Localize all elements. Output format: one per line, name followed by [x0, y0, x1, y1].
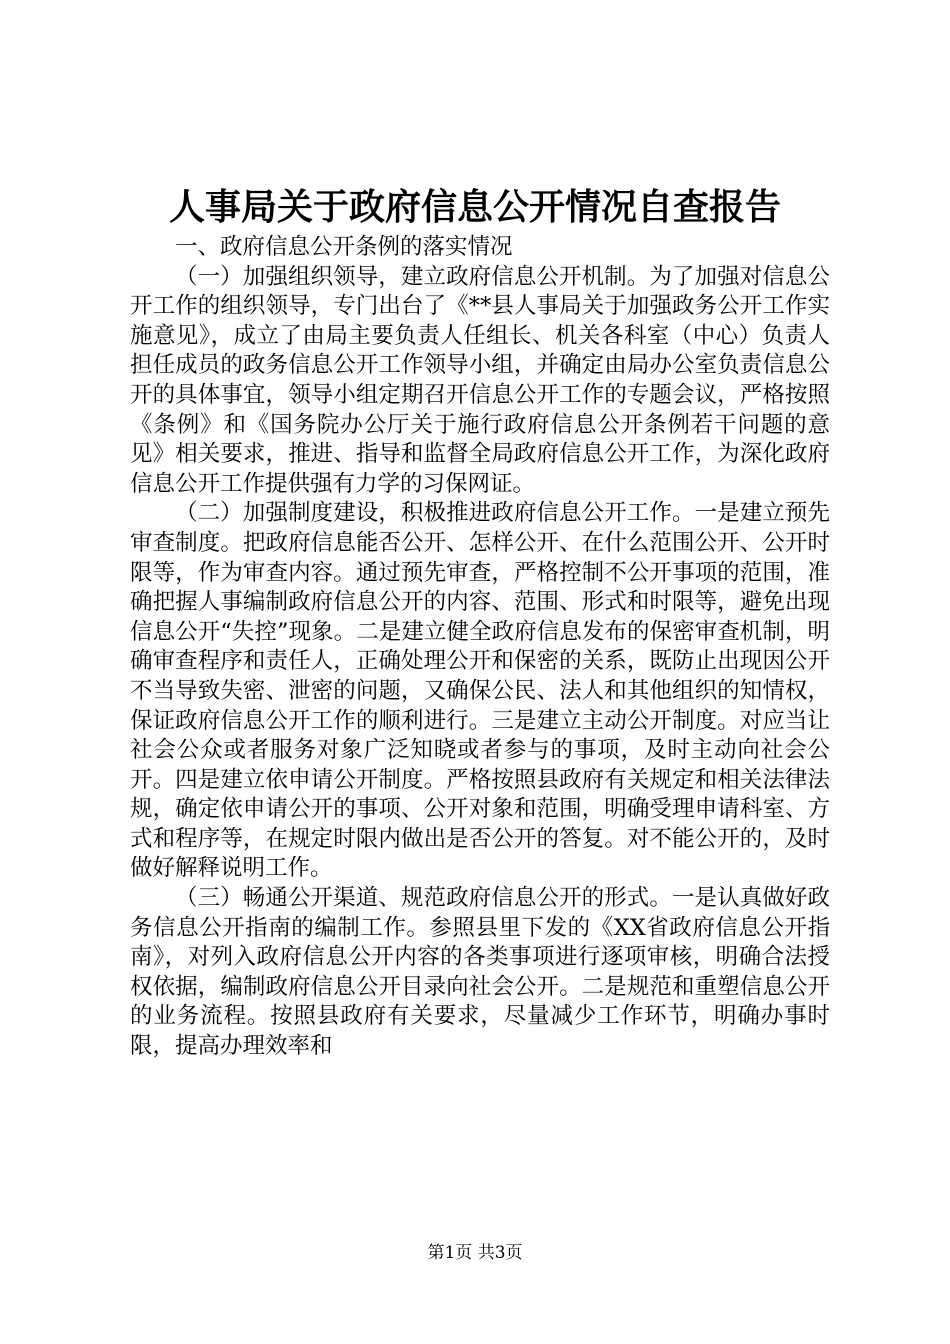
section-heading: 一、政府信息公开条例的落实情况 — [175, 234, 513, 260]
paragraph-2: （二）加强制度建设，积极推进政府信息公开工作。一是建立预先审查制度。把政府信息能否公开、怎样公开、在什么范围公开、公开时限等，作为审查内容。通过预先审查，严格控制不公开事项的范围，准确把握人事编制政府信息公开的内容、范围、形式和时限等，避免出现信息公开“失控”现象。二是建立健全政府信息发布的保密审查机制，明确审查程序和责任人，正确处理公开和保密的关系，既防止出现因公开不当导致失密、泄密的问题，又确保公民、法人和其他组织的知情权，保证政府信息公开工作的顺利进行。三是建立主动公开制度。对应当让社会公众或者服务对象广泛知晓或者参与的事项，及时主动向社会公开。四是建立依申请公开制度。严格按照县政府有关规定和相关法律法规，确定依申请公开的事项、公开对象和范围，明确受理申请科室、方式和程序等，在规定时限内做出是否公开的答复。对不能公开的，及时做好解释说明工作。 — [130, 500, 830, 882]
paragraph-3: （三）畅通公开渠道、规范政府信息公开的形式。一是认真做好政务信息公开指南的编制工作。参照县里下发的《XX省政府信息公开指南》，对列入政府信息公开内容的各类事项进行逐项审核，明确合法授权依据，编制政府信息公开目录向社会公开。二是规范和重塑信息公开的业务流程。按照县政府有关要求，尽量减少工作环节，明确办事时限，提高办理效率和 — [130, 885, 830, 1060]
paragraph-1: （一）加强组织领导，建立政府信息公开机制。为了加强对信息公开工作的组织领导，专门出台了《**县人事局关于加强政务公开工作实施意见》，成立了由局主要负责人任组长、机关各科室（中心）负责人担任成员的政务信息公开工作领导小组，并确定由局办公室负责信息公开的具体事宜，领导小组定期召开信息公开工作的专题会议，严格按照《条例》和《国务院办公厅关于施行政府信息公开条例若干问题的意见》相关要求，推进、指导和监督全局政府信息公开工作，为深化政府信息公开工作提供强有力学的习保网证。 — [130, 263, 830, 497]
document-title: 人事局关于政府信息公开情况自查报告 — [168, 186, 781, 228]
page-footer: 第1页 共3页 — [427, 1243, 523, 1263]
document-body — [130, 233, 830, 1062]
